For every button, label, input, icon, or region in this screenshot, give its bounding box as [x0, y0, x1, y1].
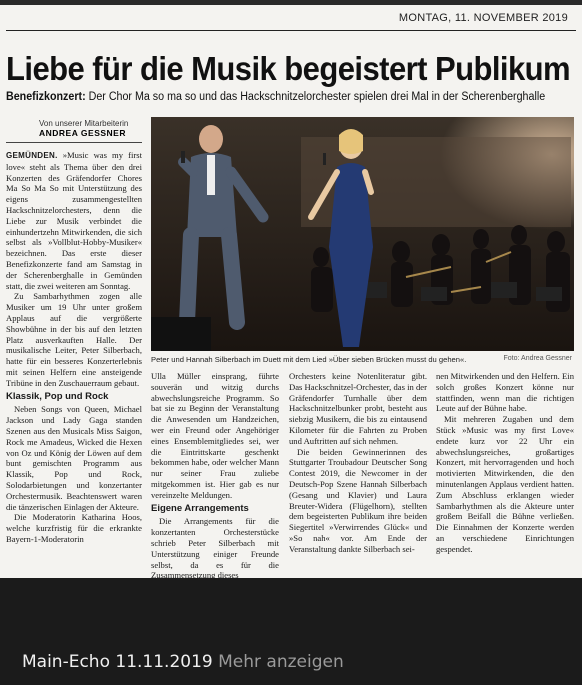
article-column-2 — [151, 371, 279, 581]
byline — [6, 119, 142, 143]
article-subheadline — [6, 91, 546, 103]
paragraph: Neben Songs von Queen, Michael Jackson und Lady Gaga standen Szenen aus den Musicals Miss Saigon, Rock me Amadeus, Wicked die Hexen von Oz und König der Löwen auf dem bunt gemischten Programm aus Klassik, Pop und Rock, Solodarbietungen und konzertanter Orchestermusik. Beachtenswert waren die tänzerischen Einlagen der Akteure. — [6, 404, 142, 512]
subheadline-kicker: Benefizkonzert: — [6, 91, 86, 103]
photo-credit: Foto: Andrea Gessner — [503, 355, 572, 362]
paragraph: Orchesters keine Notenliteratur gibt. Das Hackschnitzel-Orchester, das in der Gräfendorfer Turnhalle über dem Hackschnitzelbunker probt, besteht aus siebzig Musikern, die bis zu eintausend Kilometer für die Fahrten zu Proben und Auftritten auf sich nehmen. — [289, 371, 427, 446]
concert-photo — [151, 117, 574, 351]
photo-caption-row — [151, 355, 574, 364]
byline-author: ANDREA GESSNER — [39, 128, 126, 138]
post-caption — [22, 652, 344, 672]
paragraph-text: »Music was my first love« steht als Thema über den drei Konzerten des Gräfendorfer Chores Ma So Ma So mit Unterstützung des eigens zusammengestellten Hackschnitzelorchesters, denn die Liebe zur Musik verbindet die einhundertzehn Mitwirkenden, die sich selbst als »Vollblut-Hobby-Musiker« bezeichnen. Das erste dieser Benefizkonzerte fand am Samstag in der Scherenberghalle in Gemünden statt, die zwei weiteren am Sonntag. — [6, 150, 142, 291]
paragraph — [6, 150, 142, 291]
issue-date: MONTAG, 11. NOVEMBER 2019 — [398, 12, 568, 24]
article-headline: Liebe für die Musik begeistert Publikum — [6, 50, 571, 87]
paragraph: Mit mehreren Zugaben und dem Stück »Music was my first Love« endete kurz vor 22 Uhr ein abwechslungsreiches, großartiges Konzert, mit hervorragenden und hoch motivierten Mitwirkenden, die den minutenlangen Applaus verdient hatten. Zum Abschluss erklangen wieder Sambarhythmen als die Akteure unter großem Beifall die Bühne verließen. Die Einnahmen der Konzerte werden an verschiedene Einrichtungen gespendet. — [436, 414, 574, 554]
section-heading: Eigene Arrangements — [151, 502, 249, 514]
byline-rule — [6, 142, 142, 143]
concert-photo-graphic — [151, 117, 574, 351]
paragraph: Die Moderatorin Katharina Hoos, welche kurzfristig für die erkrankte Bayern-1-Moderatorin — [6, 512, 142, 544]
photo-caption: Peter und Hannah Silberbach im Duett mit dem Lied »Über sieben Brücken musst du gehen«. — [151, 355, 467, 364]
byline-intro: Von unserer Mitarbeiterin — [39, 119, 129, 128]
article-column-1 — [6, 150, 142, 578]
paragraph: nen Mitwirkenden und den Helfern. Ein solch großes Konzert könne nur stattfinden, wenn man die richtigen Leute auf der Bühne habe. — [436, 371, 574, 414]
section-heading: Klassik, Pop und Rock — [6, 390, 109, 402]
article-column-3 — [289, 371, 427, 571]
post-source: Main-Echo 11.11.2019 — [22, 652, 213, 672]
newspaper-clipping — [0, 5, 582, 581]
paragraph: Die beiden Gewinnerinnen des Stuttgarter Troubadour Deutscher Song Contest 2019, die Newcomer in der Deutsch-Pop Szene Hannah Silberbach (Gesang und Klavier) und Laura Breuter-Widera (Flügelhorn), stellten dem begeisterten Publikum ihre beiden Siegertitel »Verwirrendes Glück« und »So nah« vor. Am Ende der Veranstaltung dankte Silberbach sei- — [289, 446, 427, 554]
header-rule — [6, 30, 576, 31]
paragraph: Ulla Müller einsprang, führte souverän und witzig durchs abwechslungsreiche Programm. So bat sie zu Beginn der Veranstaltung die Anwesenden um Handzeichen, wer ein Freund oder Angehöriger eines Ensemblemitgliedes sei, wer die Eintrittskarte geschenkt bekommen habe, oder welcher Mann nur seiner Frau zuliebe mitgekommen ist. Hier gab es nur vereinzelte Meldungen. — [151, 371, 279, 500]
paragraph: Zu Sambarhythmen zogen alle Musiker um 19 Uhr unter großem Applaus auf die vergrößerte Showbühne in der bis auf den letzten Platz ausverkauften Halle. Der musikalische Leiter, Peter Silberbach, hatte für ein besseres Konzerterlebnis mit seinen Helfern eine ansteigende Tribüne in den Zuschauerraum gebaut. — [6, 291, 142, 388]
subheadline-text: Der Chor Ma so ma so und das Hackschnitzelorchester spielen drei Mal in der Scherenberghalle — [88, 91, 546, 103]
show-more-link[interactable]: Mehr anzeigen — [218, 652, 344, 672]
paragraph: Die Arrangements für die konzertanten Orchesterstücke schrieb Peter Silberbach mit Unterstützung einiger Freunde selbst, da es für die Zusammensetzung dieses — [151, 516, 279, 581]
dateline-place: GEMÜNDEN. — [6, 151, 58, 160]
article-column-4 — [436, 371, 574, 571]
